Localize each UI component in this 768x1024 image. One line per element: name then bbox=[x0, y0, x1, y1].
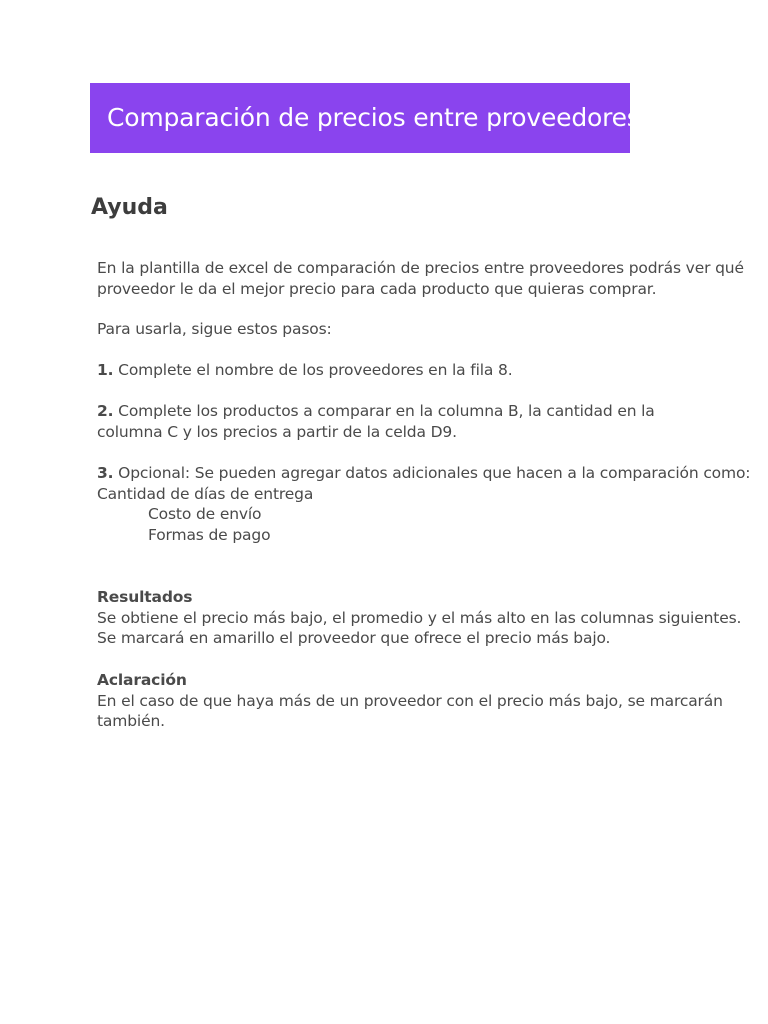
step-3-text-1: Opcional: Se pueden agregar datos adicionales que hacen a la comparación como: bbox=[118, 464, 751, 482]
help-heading: Ayuda bbox=[91, 195, 168, 220]
step-1-line-1 bbox=[97, 360, 513, 381]
clarification-section bbox=[97, 670, 723, 732]
clarification-heading: Aclaración bbox=[97, 671, 187, 689]
usage-line: Para usarla, sigue estos pasos: bbox=[97, 320, 332, 338]
step-3-number: 3. bbox=[97, 464, 114, 482]
step-2-line-1 bbox=[97, 401, 655, 422]
step-2-number: 2. bbox=[97, 402, 114, 420]
step-2 bbox=[97, 401, 655, 442]
step-2-text-1: Complete los productos a comparar en la columna B, la cantidad en la bbox=[118, 402, 655, 420]
page-title: Comparación de precios entre proveedores bbox=[90, 83, 630, 153]
intro-paragraph bbox=[97, 258, 744, 299]
optional-item-shipping: Costo de envío bbox=[148, 505, 262, 523]
step-2-text-2: columna C y los precios a partir de la celda D9. bbox=[97, 422, 457, 441]
clarification-line-2: también. bbox=[97, 712, 165, 730]
results-line-2: Se marcará en amarillo el proveedor que ofrece el precio más bajo. bbox=[97, 629, 611, 647]
step-3-text-2: Cantidad de días de entrega bbox=[97, 484, 314, 503]
step-3-line-1 bbox=[97, 463, 750, 484]
clarification-line-1: En el caso de que haya más de un proveedor con el precio más bajo, se marcarán bbox=[97, 691, 723, 710]
optional-item-payment: Formas de pago bbox=[148, 525, 271, 544]
step-3 bbox=[97, 463, 750, 545]
step-1-number: 1. bbox=[97, 361, 114, 379]
results-section bbox=[97, 587, 741, 649]
step-1 bbox=[97, 360, 513, 381]
usage-text bbox=[97, 319, 332, 340]
results-heading: Resultados bbox=[97, 588, 193, 606]
results-line-1: Se obtiene el precio más bajo, el promedio y el más alto en las columnas siguientes. bbox=[97, 608, 742, 627]
step-1-text: Complete el nombre de los proveedores en la fila 8. bbox=[118, 361, 513, 379]
intro-line-2: proveedor le da el mejor precio para cada producto que quieras comprar. bbox=[97, 279, 657, 298]
intro-line-1: En la plantilla de excel de comparación de precios entre proveedores podrás ver qué bbox=[97, 259, 744, 277]
